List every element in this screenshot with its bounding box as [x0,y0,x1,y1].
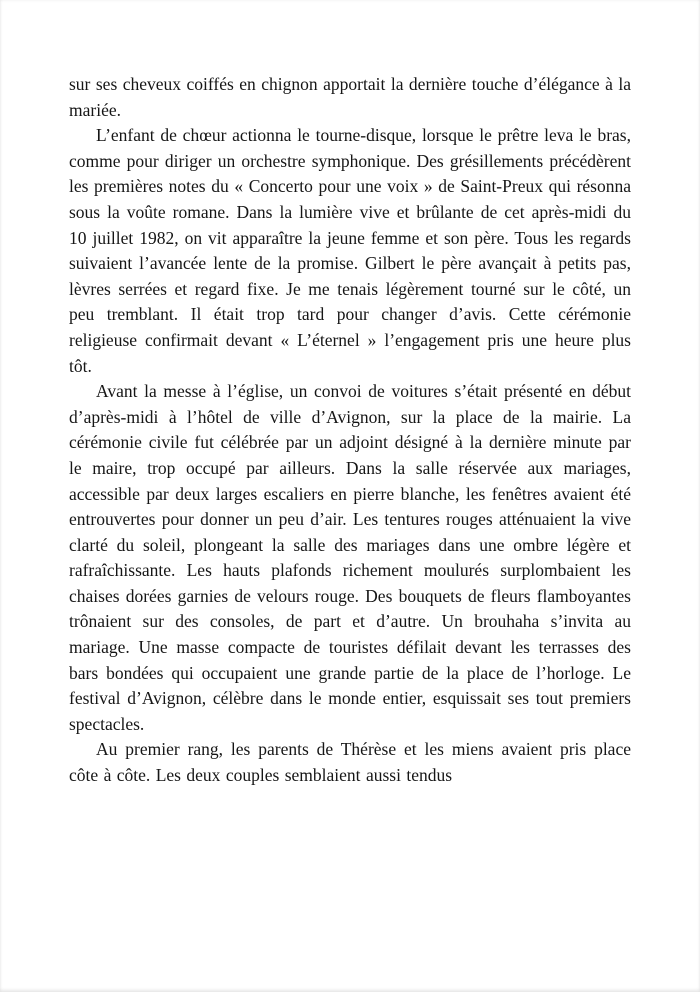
page-text-block [69,72,631,789]
paragraph-3: Avant la messe à l’église, un convoi de voitures s’était présenté en début d’après-midi à l’hôtel de ville d’Avignon, sur la place de la mairie. La cérémonie civile fut célébrée par un adjoint désigné à la dernière minute par le maire, trop occupé par ailleurs. Dans la salle réservée aux mariages, accessible par deux larges escaliers en pierre blanche, les fenêtres avaient été entrouvertes pour donner un peu d’air. Les tentures rouges atténuaient la vive clarté du soleil, plongeant la salle des mariages dans une ombre légère et rafraîchissante. Les hauts plafonds richement moulurés surplombaient les chaises dorées garnies de velours rouge. Des bouquets de fleurs flamboyantes trônaient sur des consoles, de part et d’autre. Un brouhaha s’invita au mariage. Une masse compacte de touristes défilait devant les terrasses des bars bondées qui occupaient une grande partie de la place de l’horloge. Le festival d’Avignon, célèbre dans le monde entier, esquissait ses tout premiers spectacles. [69,381,631,734]
paragraph-2: L’enfant de chœur actionna le tourne-disque, lorsque le prêtre leva le bras, comme pour diriger un orchestre symphonique. Des grésillements précédèrent les premières notes du « Concerto pour une voix » de Saint-Preux qui résonna sous la voûte romane. Dans la lumière vive et brûlante de cet après-midi du 10 juillet 1982, on vit apparaître la jeune femme et son père. Tous les regards suivaient l’avancée lente de la promise. Gilbert le père avançait à petits pas, lèvres serrées et regard fixe. Je me tenais légèrement tourné sur le côté, un peu tremblant. Il était trop tard pour changer d’avis. Cette cérémonie religieuse confirmait devant « L’éternel » l’engagement pris une heure plus tôt. [69,125,631,376]
paragraph-4: Au premier rang, les parents de Thérèse et les miens avaient pris place côte à côte. Les deux couples semblaient aussi tendus [69,739,631,786]
paragraph-1: sur ses cheveux coiffés en chignon apportait la dernière touche d’élégance à la mariée. [69,74,631,120]
